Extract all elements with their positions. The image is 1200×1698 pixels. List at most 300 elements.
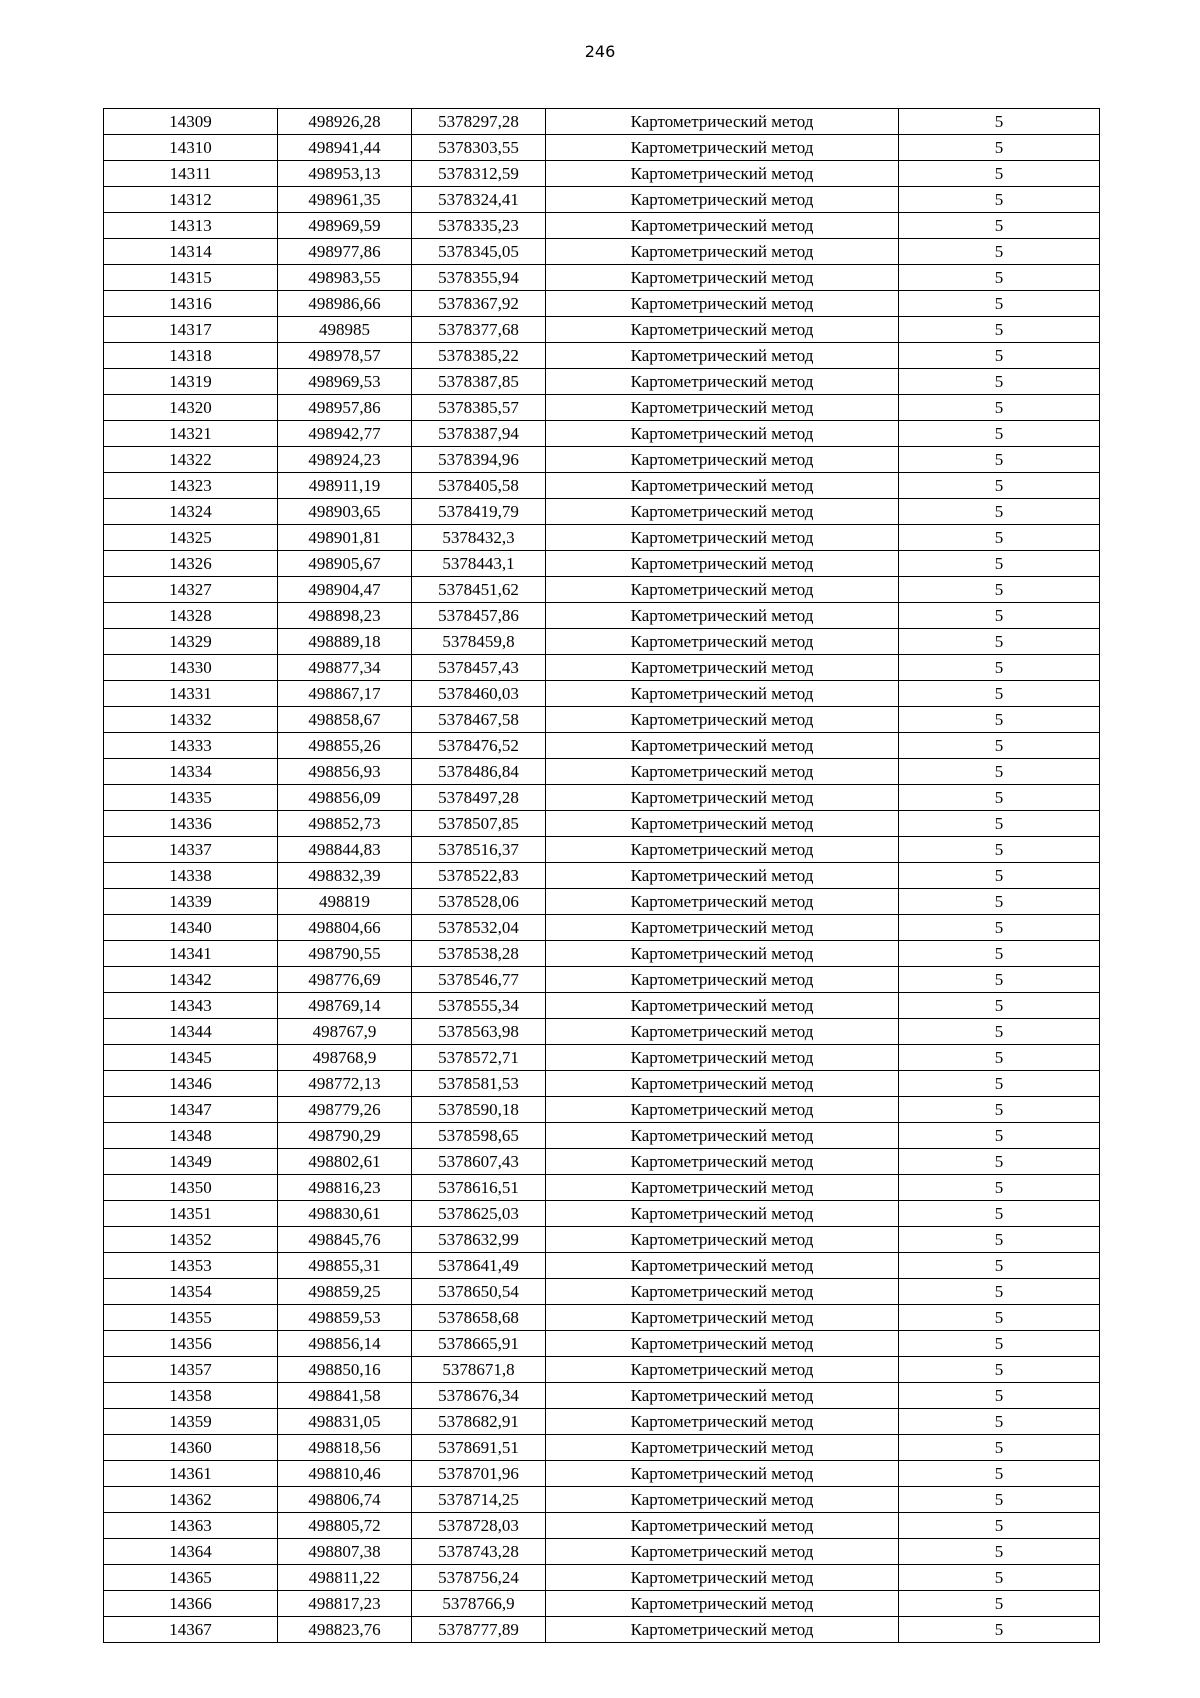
y-coordinate-cell: 5378497,28 (412, 785, 546, 811)
y-coordinate-cell: 5378355,94 (412, 265, 546, 291)
x-coordinate-cell: 498983,55 (278, 265, 412, 291)
table-row (104, 1201, 1100, 1227)
method-cell: Картометрический метод (546, 733, 899, 759)
accuracy-cell: 5 (899, 239, 1100, 265)
method-cell: Картометрический метод (546, 1331, 899, 1357)
y-coordinate-cell: 5378387,85 (412, 369, 546, 395)
x-coordinate-cell: 498804,66 (278, 915, 412, 941)
point-number-cell: 14328 (104, 603, 278, 629)
accuracy-cell: 5 (899, 447, 1100, 473)
y-coordinate-cell: 5378555,34 (412, 993, 546, 1019)
accuracy-cell: 5 (899, 1097, 1100, 1123)
accuracy-cell: 5 (899, 551, 1100, 577)
accuracy-cell: 5 (899, 1175, 1100, 1201)
method-cell: Картометрический метод (546, 1357, 899, 1383)
table-row (104, 1565, 1100, 1591)
y-coordinate-cell: 5378522,83 (412, 863, 546, 889)
x-coordinate-cell: 498953,13 (278, 161, 412, 187)
y-coordinate-cell: 5378701,96 (412, 1461, 546, 1487)
accuracy-cell: 5 (899, 1149, 1100, 1175)
y-coordinate-cell: 5378616,51 (412, 1175, 546, 1201)
table-row (104, 655, 1100, 681)
point-number-cell: 14329 (104, 629, 278, 655)
method-cell: Картометрический метод (546, 1435, 899, 1461)
x-coordinate-cell: 498818,56 (278, 1435, 412, 1461)
accuracy-cell: 5 (899, 1201, 1100, 1227)
point-number-cell: 14349 (104, 1149, 278, 1175)
x-coordinate-cell: 498924,23 (278, 447, 412, 473)
table-row (104, 1071, 1100, 1097)
y-coordinate-cell: 5378538,28 (412, 941, 546, 967)
table-row (104, 629, 1100, 655)
method-cell: Картометрический метод (546, 447, 899, 473)
x-coordinate-cell: 498969,53 (278, 369, 412, 395)
point-number-cell: 14333 (104, 733, 278, 759)
table-row (104, 499, 1100, 525)
table-row (104, 1539, 1100, 1565)
table-row (104, 1227, 1100, 1253)
y-coordinate-cell: 5378607,43 (412, 1149, 546, 1175)
accuracy-cell: 5 (899, 577, 1100, 603)
method-cell: Картометрический метод (546, 1201, 899, 1227)
method-cell: Картометрический метод (546, 499, 899, 525)
coordinates-table-body (104, 109, 1100, 1643)
y-coordinate-cell: 5378335,23 (412, 213, 546, 239)
point-number-cell: 14341 (104, 941, 278, 967)
table-row (104, 1617, 1100, 1643)
method-cell: Картометрический метод (546, 1513, 899, 1539)
method-cell: Картометрический метод (546, 135, 899, 161)
method-cell: Картометрический метод (546, 863, 899, 889)
point-number-cell: 14326 (104, 551, 278, 577)
x-coordinate-cell: 498858,67 (278, 707, 412, 733)
method-cell: Картометрический метод (546, 785, 899, 811)
x-coordinate-cell: 498903,65 (278, 499, 412, 525)
y-coordinate-cell: 5378572,71 (412, 1045, 546, 1071)
accuracy-cell: 5 (899, 993, 1100, 1019)
table-row (104, 733, 1100, 759)
y-coordinate-cell: 5378777,89 (412, 1617, 546, 1643)
accuracy-cell: 5 (899, 837, 1100, 863)
point-number-cell: 14355 (104, 1305, 278, 1331)
point-number-cell: 14311 (104, 161, 278, 187)
table-row (104, 1305, 1100, 1331)
table-row (104, 551, 1100, 577)
point-number-cell: 14359 (104, 1409, 278, 1435)
point-number-cell: 14316 (104, 291, 278, 317)
method-cell: Картометрический метод (546, 603, 899, 629)
y-coordinate-cell: 5378507,85 (412, 811, 546, 837)
y-coordinate-cell: 5378650,54 (412, 1279, 546, 1305)
x-coordinate-cell: 498810,46 (278, 1461, 412, 1487)
method-cell: Картометрический метод (546, 1565, 899, 1591)
method-cell: Картометрический метод (546, 1175, 899, 1201)
table-row (104, 837, 1100, 863)
x-coordinate-cell: 498856,09 (278, 785, 412, 811)
table-row (104, 213, 1100, 239)
method-cell: Картометрический метод (546, 759, 899, 785)
accuracy-cell: 5 (899, 1253, 1100, 1279)
y-coordinate-cell: 5378665,91 (412, 1331, 546, 1357)
y-coordinate-cell: 5378377,68 (412, 317, 546, 343)
y-coordinate-cell: 5378405,58 (412, 473, 546, 499)
table-row (104, 1357, 1100, 1383)
point-number-cell: 14315 (104, 265, 278, 291)
x-coordinate-cell: 498832,39 (278, 863, 412, 889)
page-number: 246 (584, 42, 616, 61)
method-cell: Картометрический метод (546, 1045, 899, 1071)
x-coordinate-cell: 498978,57 (278, 343, 412, 369)
point-number-cell: 14320 (104, 395, 278, 421)
y-coordinate-cell: 5378581,53 (412, 1071, 546, 1097)
accuracy-cell: 5 (899, 759, 1100, 785)
accuracy-cell: 5 (899, 1227, 1100, 1253)
point-number-cell: 14335 (104, 785, 278, 811)
accuracy-cell: 5 (899, 395, 1100, 421)
point-number-cell: 14325 (104, 525, 278, 551)
method-cell: Картометрический метод (546, 1149, 899, 1175)
point-number-cell: 14350 (104, 1175, 278, 1201)
y-coordinate-cell: 5378528,06 (412, 889, 546, 915)
y-coordinate-cell: 5378625,03 (412, 1201, 546, 1227)
x-coordinate-cell: 498790,29 (278, 1123, 412, 1149)
table-row (104, 343, 1100, 369)
y-coordinate-cell: 5378394,96 (412, 447, 546, 473)
table-row (104, 525, 1100, 551)
x-coordinate-cell: 498969,59 (278, 213, 412, 239)
y-coordinate-cell: 5378691,51 (412, 1435, 546, 1461)
x-coordinate-cell: 498942,77 (278, 421, 412, 447)
table-row (104, 577, 1100, 603)
y-coordinate-cell: 5378432,3 (412, 525, 546, 551)
accuracy-cell: 5 (899, 317, 1100, 343)
point-number-cell: 14367 (104, 1617, 278, 1643)
x-coordinate-cell: 498844,83 (278, 837, 412, 863)
method-cell: Картометрический метод (546, 1305, 899, 1331)
table-row (104, 1097, 1100, 1123)
y-coordinate-cell: 5378367,92 (412, 291, 546, 317)
accuracy-cell: 5 (899, 915, 1100, 941)
y-coordinate-cell: 5378714,25 (412, 1487, 546, 1513)
table-row (104, 1279, 1100, 1305)
y-coordinate-cell: 5378486,84 (412, 759, 546, 785)
table-row (104, 1123, 1100, 1149)
x-coordinate-cell: 498769,14 (278, 993, 412, 1019)
accuracy-cell: 5 (899, 733, 1100, 759)
accuracy-cell: 5 (899, 1357, 1100, 1383)
accuracy-cell: 5 (899, 1539, 1100, 1565)
method-cell: Картометрический метод (546, 1071, 899, 1097)
x-coordinate-cell: 498779,26 (278, 1097, 412, 1123)
table-row (104, 1409, 1100, 1435)
accuracy-cell: 5 (899, 1591, 1100, 1617)
accuracy-cell: 5 (899, 941, 1100, 967)
table-row (104, 161, 1100, 187)
method-cell: Картометрический метод (546, 629, 899, 655)
x-coordinate-cell: 498850,16 (278, 1357, 412, 1383)
point-number-cell: 14358 (104, 1383, 278, 1409)
table-row (104, 187, 1100, 213)
method-cell: Картометрический метод (546, 941, 899, 967)
accuracy-cell: 5 (899, 603, 1100, 629)
x-coordinate-cell: 498802,61 (278, 1149, 412, 1175)
method-cell: Картометрический метод (546, 317, 899, 343)
x-coordinate-cell: 498772,13 (278, 1071, 412, 1097)
x-coordinate-cell: 498961,35 (278, 187, 412, 213)
y-coordinate-cell: 5378682,91 (412, 1409, 546, 1435)
y-coordinate-cell: 5378324,41 (412, 187, 546, 213)
table-row (104, 1383, 1100, 1409)
accuracy-cell: 5 (899, 629, 1100, 655)
x-coordinate-cell: 498811,22 (278, 1565, 412, 1591)
point-number-cell: 14352 (104, 1227, 278, 1253)
x-coordinate-cell: 498807,38 (278, 1539, 412, 1565)
x-coordinate-cell: 498926,28 (278, 109, 412, 135)
y-coordinate-cell: 5378451,62 (412, 577, 546, 603)
y-coordinate-cell: 5378303,55 (412, 135, 546, 161)
accuracy-cell: 5 (899, 1071, 1100, 1097)
point-number-cell: 14348 (104, 1123, 278, 1149)
accuracy-cell: 5 (899, 525, 1100, 551)
accuracy-cell: 5 (899, 1279, 1100, 1305)
method-cell: Картометрический метод (546, 1279, 899, 1305)
x-coordinate-cell: 498841,58 (278, 1383, 412, 1409)
point-number-cell: 14334 (104, 759, 278, 785)
x-coordinate-cell: 498817,23 (278, 1591, 412, 1617)
point-number-cell: 14366 (104, 1591, 278, 1617)
x-coordinate-cell: 498856,14 (278, 1331, 412, 1357)
table-row (104, 317, 1100, 343)
point-number-cell: 14336 (104, 811, 278, 837)
method-cell: Картометрический метод (546, 239, 899, 265)
accuracy-cell: 5 (899, 1409, 1100, 1435)
x-coordinate-cell: 498867,17 (278, 681, 412, 707)
accuracy-cell: 5 (899, 967, 1100, 993)
accuracy-cell: 5 (899, 1045, 1100, 1071)
point-number-cell: 14353 (104, 1253, 278, 1279)
table-row (104, 1513, 1100, 1539)
point-number-cell: 14332 (104, 707, 278, 733)
y-coordinate-cell: 5378476,52 (412, 733, 546, 759)
point-number-cell: 14354 (104, 1279, 278, 1305)
method-cell: Картометрический метод (546, 291, 899, 317)
point-number-cell: 14331 (104, 681, 278, 707)
point-number-cell: 14351 (104, 1201, 278, 1227)
x-coordinate-cell: 498889,18 (278, 629, 412, 655)
accuracy-cell: 5 (899, 213, 1100, 239)
accuracy-cell: 5 (899, 1383, 1100, 1409)
x-coordinate-cell: 498767,9 (278, 1019, 412, 1045)
accuracy-cell: 5 (899, 369, 1100, 395)
point-number-cell: 14314 (104, 239, 278, 265)
point-number-cell: 14339 (104, 889, 278, 915)
y-coordinate-cell: 5378658,68 (412, 1305, 546, 1331)
accuracy-cell: 5 (899, 499, 1100, 525)
point-number-cell: 14362 (104, 1487, 278, 1513)
method-cell: Картометрический метод (546, 707, 899, 733)
table-row (104, 915, 1100, 941)
y-coordinate-cell: 5378443,1 (412, 551, 546, 577)
y-coordinate-cell: 5378457,86 (412, 603, 546, 629)
accuracy-cell: 5 (899, 135, 1100, 161)
accuracy-cell: 5 (899, 1565, 1100, 1591)
point-number-cell: 14347 (104, 1097, 278, 1123)
method-cell: Картометрический метод (546, 525, 899, 551)
method-cell: Картометрический метод (546, 1123, 899, 1149)
method-cell: Картометрический метод (546, 161, 899, 187)
table-row (104, 395, 1100, 421)
method-cell: Картометрический метод (546, 343, 899, 369)
y-coordinate-cell: 5378632,99 (412, 1227, 546, 1253)
table-row (104, 1149, 1100, 1175)
method-cell: Картометрический метод (546, 395, 899, 421)
point-number-cell: 14356 (104, 1331, 278, 1357)
x-coordinate-cell: 498805,72 (278, 1513, 412, 1539)
y-coordinate-cell: 5378457,43 (412, 655, 546, 681)
method-cell: Картометрический метод (546, 1487, 899, 1513)
point-number-cell: 14319 (104, 369, 278, 395)
y-coordinate-cell: 5378459,8 (412, 629, 546, 655)
method-cell: Картометрический метод (546, 1539, 899, 1565)
accuracy-cell: 5 (899, 655, 1100, 681)
y-coordinate-cell: 5378756,24 (412, 1565, 546, 1591)
x-coordinate-cell: 498823,76 (278, 1617, 412, 1643)
table-row (104, 1019, 1100, 1045)
x-coordinate-cell: 498831,05 (278, 1409, 412, 1435)
x-coordinate-cell: 498859,53 (278, 1305, 412, 1331)
point-number-cell: 14340 (104, 915, 278, 941)
table-row (104, 967, 1100, 993)
x-coordinate-cell: 498816,23 (278, 1175, 412, 1201)
accuracy-cell: 5 (899, 161, 1100, 187)
x-coordinate-cell: 498819 (278, 889, 412, 915)
method-cell: Картометрический метод (546, 421, 899, 447)
method-cell: Картометрический метод (546, 1227, 899, 1253)
y-coordinate-cell: 5378598,65 (412, 1123, 546, 1149)
table-row (104, 707, 1100, 733)
method-cell: Картометрический метод (546, 1383, 899, 1409)
x-coordinate-cell: 498905,67 (278, 551, 412, 577)
method-cell: Картометрический метод (546, 837, 899, 863)
y-coordinate-cell: 5378385,22 (412, 343, 546, 369)
x-coordinate-cell: 498845,76 (278, 1227, 412, 1253)
method-cell: Картометрический метод (546, 993, 899, 1019)
accuracy-cell: 5 (899, 785, 1100, 811)
method-cell: Картометрический метод (546, 1253, 899, 1279)
method-cell: Картометрический метод (546, 473, 899, 499)
y-coordinate-cell: 5378563,98 (412, 1019, 546, 1045)
accuracy-cell: 5 (899, 889, 1100, 915)
x-coordinate-cell: 498790,55 (278, 941, 412, 967)
table-row (104, 473, 1100, 499)
y-coordinate-cell: 5378641,49 (412, 1253, 546, 1279)
point-number-cell: 14345 (104, 1045, 278, 1071)
point-number-cell: 14312 (104, 187, 278, 213)
table-row (104, 239, 1100, 265)
accuracy-cell: 5 (899, 681, 1100, 707)
accuracy-cell: 5 (899, 265, 1100, 291)
x-coordinate-cell: 498830,61 (278, 1201, 412, 1227)
point-number-cell: 14338 (104, 863, 278, 889)
table-row (104, 135, 1100, 161)
x-coordinate-cell: 498901,81 (278, 525, 412, 551)
table-row (104, 291, 1100, 317)
accuracy-cell: 5 (899, 1617, 1100, 1643)
x-coordinate-cell: 498806,74 (278, 1487, 412, 1513)
method-cell: Картометрический метод (546, 187, 899, 213)
point-number-cell: 14321 (104, 421, 278, 447)
table-row (104, 941, 1100, 967)
y-coordinate-cell: 5378766,9 (412, 1591, 546, 1617)
point-number-cell: 14357 (104, 1357, 278, 1383)
x-coordinate-cell: 498877,34 (278, 655, 412, 681)
table-row (104, 785, 1100, 811)
method-cell: Картометрический метод (546, 889, 899, 915)
table-row (104, 603, 1100, 629)
method-cell: Картометрический метод (546, 1461, 899, 1487)
x-coordinate-cell: 498904,47 (278, 577, 412, 603)
method-cell: Картометрический метод (546, 915, 899, 941)
y-coordinate-cell: 5378516,37 (412, 837, 546, 863)
point-number-cell: 14323 (104, 473, 278, 499)
table-row (104, 1435, 1100, 1461)
table-row (104, 993, 1100, 1019)
point-number-cell: 14342 (104, 967, 278, 993)
method-cell: Картометрический метод (546, 681, 899, 707)
accuracy-cell: 5 (899, 707, 1100, 733)
y-coordinate-cell: 5378419,79 (412, 499, 546, 525)
x-coordinate-cell: 498859,25 (278, 1279, 412, 1305)
table-row (104, 863, 1100, 889)
table-row (104, 109, 1100, 135)
x-coordinate-cell: 498852,73 (278, 811, 412, 837)
table-row (104, 1253, 1100, 1279)
x-coordinate-cell: 498941,44 (278, 135, 412, 161)
point-number-cell: 14365 (104, 1565, 278, 1591)
accuracy-cell: 5 (899, 1461, 1100, 1487)
x-coordinate-cell: 498898,23 (278, 603, 412, 629)
x-coordinate-cell: 498856,93 (278, 759, 412, 785)
y-coordinate-cell: 5378590,18 (412, 1097, 546, 1123)
point-number-cell: 14324 (104, 499, 278, 525)
table-row (104, 1591, 1100, 1617)
point-number-cell: 14322 (104, 447, 278, 473)
coordinates-table (103, 108, 1100, 1643)
y-coordinate-cell: 5378345,05 (412, 239, 546, 265)
point-number-cell: 14346 (104, 1071, 278, 1097)
point-number-cell: 14313 (104, 213, 278, 239)
x-coordinate-cell: 498911,19 (278, 473, 412, 499)
point-number-cell: 14343 (104, 993, 278, 1019)
table-row (104, 811, 1100, 837)
y-coordinate-cell: 5378532,04 (412, 915, 546, 941)
method-cell: Картометрический метод (546, 967, 899, 993)
method-cell: Картометрический метод (546, 577, 899, 603)
x-coordinate-cell: 498986,66 (278, 291, 412, 317)
y-coordinate-cell: 5378387,94 (412, 421, 546, 447)
x-coordinate-cell: 498977,86 (278, 239, 412, 265)
method-cell: Картометрический метод (546, 1019, 899, 1045)
point-number-cell: 14318 (104, 343, 278, 369)
accuracy-cell: 5 (899, 811, 1100, 837)
point-number-cell: 14361 (104, 1461, 278, 1487)
y-coordinate-cell: 5378312,59 (412, 161, 546, 187)
point-number-cell: 14364 (104, 1539, 278, 1565)
accuracy-cell: 5 (899, 187, 1100, 213)
table-row (104, 265, 1100, 291)
x-coordinate-cell: 498768,9 (278, 1045, 412, 1071)
y-coordinate-cell: 5378385,57 (412, 395, 546, 421)
